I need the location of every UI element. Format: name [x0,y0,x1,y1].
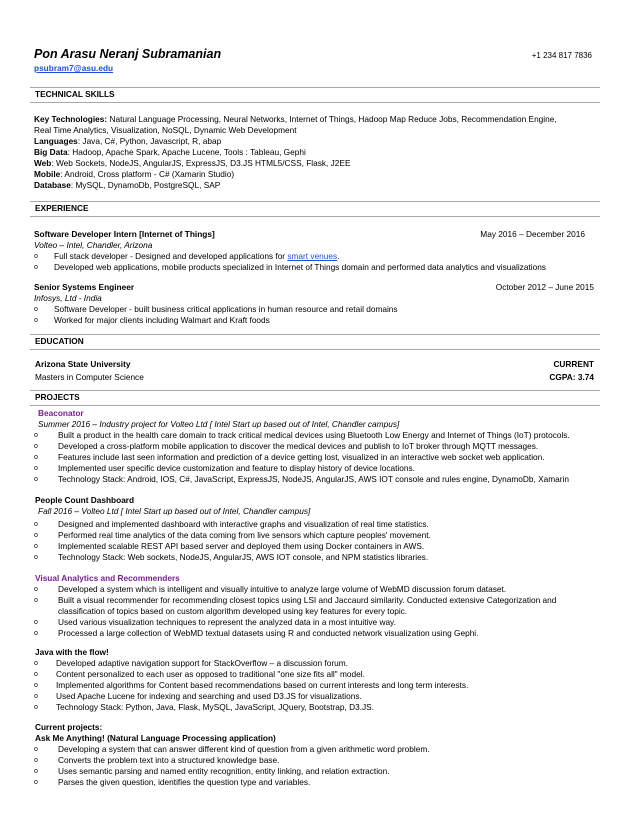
list-item: Processed a large collection of WebMD textual datasets using R and conducted network visualization using Gephi. [58,628,479,638]
divider [30,390,600,391]
list-item: Features include last seen information and prediction of a device getting lost, visualized in an interactive web socket web application. [58,452,545,462]
list-item: Parses the given question, identifies the question type and variables. [58,777,311,787]
degree: Masters in Computer Science [35,372,144,382]
bullet-icon: o [34,317,38,324]
list-item: Used various visualization techniques to represent the analyzed data in a most intuitive way. [58,617,396,627]
email-link[interactable]: psubram7@asu.edu [34,63,114,73]
bullet-icon: o [34,454,38,461]
bullet-icon: o [34,682,38,689]
divider [30,87,600,88]
project-subtitle: Fall 2016 – Volteo Ltd [ Intel Start up based out of Intel, Chandler campus] [38,506,311,516]
list-item: Technology Stack: Web sockets, NodeJS, AngularJS, AWS IOT console, and NPM statistics libraries. [58,552,429,562]
bullet-icon: o [34,630,38,637]
bullet-icon: o [34,253,38,260]
job-org: Infosys, Ltd - India [34,293,102,303]
bullet-icon: o [34,543,38,550]
section-title-education: EDUCATION [35,336,84,346]
bullet-icon: o [34,443,38,450]
project-subtitle: Summer 2016 – Industry project for Volteo Ltd [ Intel Start up based out of Intel, Chandler campus] [38,419,400,429]
bullet-icon: o [34,693,38,700]
project-name: Ask Me Anything! (Natural Language Processing application) [35,733,276,743]
job-title: Software Developer Intern [Internet of Things] [34,229,215,239]
bullet-icon: o [34,465,38,472]
list-item: Full stack developer - Designed and developed applications for smart venues. [54,251,340,261]
section-title-skills: TECHNICAL SKILLS [35,89,115,99]
list-item: Built a product in the health care domain to track critical medical devices using Bluetooth Low Energy and Internet of Things (IoT) protocols. [58,430,570,440]
bullet-icon: o [34,264,38,271]
skills-line: Big Data: Hadoop, Apache Spark, Apache Lucene, Tools : Tableau, Gephi [34,147,306,157]
project-name: Beaconator [38,408,84,418]
bullet-icon: o [34,586,38,593]
list-item: Developed a cross-platform mobile application to discover the medical devices and publish to IoT broker through MQTT messages. [58,441,539,451]
phone-number: +1 234 817 7836 [531,51,592,60]
bullet-icon: o [34,768,38,775]
gpa: CGPA: 3.74 [549,372,594,382]
list-item: Software Developer - built business critical applications in human resource and retail domains [54,304,398,314]
school-name: Arizona State University [35,359,131,369]
list-item: Built a visual recommender for recommending closest topics using LSI and Jaccaurd similarity. Conducted extensive Categorization and classification of topics based on custom algorithm developed using key features for every topic. [58,595,557,616]
list-item: Technology Stack: Python, Java, Flask, MySQL, JavaScript, JQuery, Bootstrap, D3.JS. [56,702,375,712]
current-projects-heading: Current projects: [35,722,103,732]
list-item: Performed real time analytics of the data coming from live sensors which capture peoples' movement. [58,530,431,540]
divider [30,405,600,406]
list-item: Developing a system that can answer different kind of question from a given arithmetic word problem. [58,744,430,754]
bullet-icon: o [34,432,38,439]
bullet-icon: o [34,779,38,786]
bullet-icon: o [34,521,38,528]
skills-line: Real Time Analytics, Visualization, NoSQL, Dynamic Web Development [34,125,297,135]
list-item: Used Apache Lucene for indexing and searching and used D3.JS for visualizations. [56,691,362,701]
job-org: Volteo – Intel, Chandler, Arizona [34,240,153,250]
list-item: Implemented scalable REST API based server and deployed them using Docker containers in AWS. [58,541,425,551]
bullet-icon: o [34,704,38,711]
job-title: Senior Systems Engineer [34,282,135,292]
skills-line: Languages: Java, C#, Python, Javascript, R, abap [34,136,222,146]
education-status: CURRENT [553,359,594,369]
divider [30,349,600,350]
divider [30,201,600,202]
list-item: Technology Stack: Android, IOS, C#, JavaScript, ExpressJS, NodeJS, AngularJS, AWS IOT console and rules engine, DynamoDb, Xamarin [58,474,569,484]
bullet-icon: o [34,757,38,764]
bullet-icon: o [34,306,38,313]
list-item: Content personalized to each user as opposed to traditional "one size fits all" model. [56,669,365,679]
divider [30,334,600,335]
job-dates: May 2016 – December 2016 [480,229,585,239]
smart-venues-link[interactable]: smart venues [287,251,338,261]
candidate-name: Pon Arasu Neranj Subramanian [34,47,222,61]
list-item: Implemented algorithms for Content based recommendations based on current interests and long term interests. [56,680,469,690]
bullet-icon: o [34,660,38,667]
skills-line: Mobile: Android, Cross platform - C# (Xamarin Studio) [34,169,235,179]
skills-line: Database: MySQL, DynamoDb, PostgreSQL, SAP [34,180,221,190]
bullet-icon: o [34,476,38,483]
list-item: Worked for major clients including Walmart and Kraft foods [54,315,270,325]
project-name: People Count Dashboard [35,495,135,505]
bullet-icon: o [34,554,38,561]
divider [30,216,600,217]
list-item: Uses semantic parsing and named entity recognition, entity linking, and relation extraction. [58,766,390,776]
skills-line: Web: Web Sockets, NodeJS, AngularJS, ExpressJS, D3.JS HTML5/CSS, Flask, J2EE [34,158,351,168]
list-item: Developed a system which is intelligent and visually intuitive to analyze large volume of WebMD discussion forum dataset. [58,584,507,594]
bullet-icon: o [34,597,38,604]
project-name: Visual Analytics and Recommenders [35,573,180,583]
bullet-icon: o [34,619,38,626]
job-dates: October 2012 – June 2015 [495,282,594,292]
bullet-icon: o [34,671,38,678]
section-title-experience: EXPERIENCE [35,203,89,213]
list-item: Developed web applications, mobile products specialized in Internet of Things domain and performed data analytics and visualizations [54,262,546,272]
skills-line: Key Technologies: Natural Language Processing, Neural Networks, Internet of Things, Hadoop Map Reduce Jobs, Recommendation Engine, [34,114,557,124]
project-name: Java with the flow! [35,647,109,657]
section-title-projects: PROJECTS [35,392,80,402]
list-item: Implemented user specific device customization and feature to display history of device locations. [58,463,415,473]
divider [30,102,600,103]
list-item: Converts the problem text into a structured knowledge base. [58,755,280,765]
bullet-icon: o [34,532,38,539]
list-item: Developed adaptive navigation support for StackOverflow – a discussion forum. [56,658,348,668]
bullet-icon: o [34,746,38,753]
list-item: Designed and implemented dashboard with interactive graphs and visualization of real time statistics. [58,519,429,529]
